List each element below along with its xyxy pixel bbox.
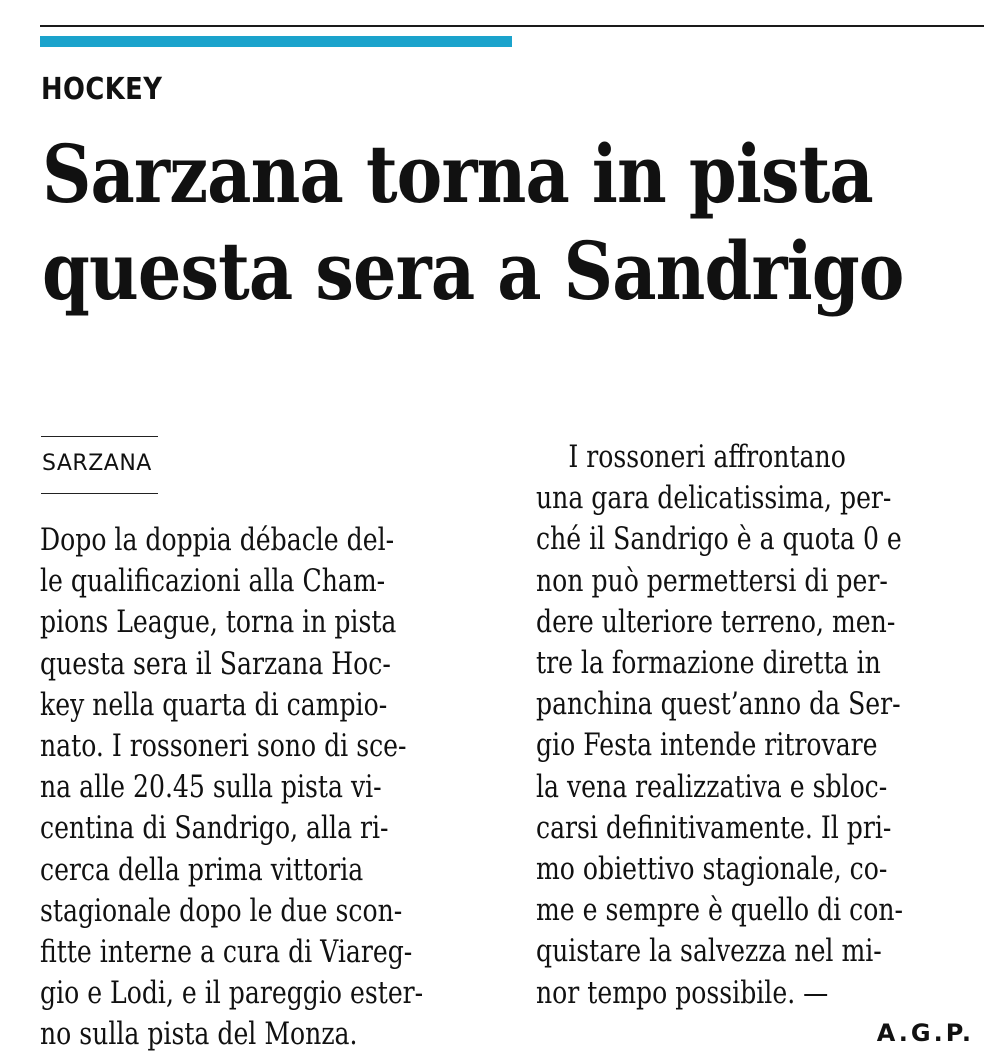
body-line: nato. I rossoneri sono di sce-: [40, 728, 407, 765]
body-line: panchina quest’anno da Ser-: [536, 686, 901, 723]
body-line: non può permettersi di per-: [536, 562, 888, 599]
headline: [42, 126, 1002, 320]
body-line: quistare la salvezza nel mi-: [536, 933, 882, 970]
body-line: Dopo la doppia débacle del-: [40, 522, 395, 558]
body-line: ché il Sandrigo è a quota 0 e: [536, 521, 902, 558]
top-rule: [40, 25, 984, 27]
body-line: stagionale dopo le due scon-: [40, 892, 403, 929]
body-line: carsi definitivamente. Il pri-: [536, 809, 892, 846]
body-line: le qualificazioni alla Cham-: [40, 563, 386, 600]
body-line: gio Festa intende ritrovare: [536, 727, 878, 764]
headline-line: Sarzana torna in pista: [42, 127, 873, 221]
body-line: gio e Lodi, e il pareggio ester-: [40, 975, 424, 1012]
body-line: centina di Sandrigo, alla ri-: [40, 810, 389, 847]
body-line: dere ulteriore terreno, men-: [536, 603, 896, 640]
body-line: una gara delicatissima, per-: [536, 480, 892, 517]
body-line: nor tempo possibile. —: [536, 974, 829, 1011]
body-line: tre la formazione diretta in: [536, 645, 881, 682]
author-signature: A.G.P.: [876, 1019, 974, 1047]
headline-line: questa sera a Sandrigo: [42, 224, 904, 318]
article-column-left: [40, 520, 485, 1056]
body-line: na alle 20.45 sulla pista vi-: [40, 769, 382, 806]
body-line: fitte interne a cura di Viareg-: [40, 934, 413, 971]
body-line: mo obiettivo stagionale, co-: [536, 851, 888, 888]
body-line: la vena realizzativa e sbloc-: [536, 768, 888, 805]
dateline-box: [41, 436, 158, 494]
body-line: key nella quarta di campio-: [40, 686, 388, 723]
section-label: HOCKEY: [41, 72, 163, 107]
body-line: cerca della prima vittoria: [40, 851, 364, 888]
body-line: questa sera il Sarzana Hoc-: [40, 645, 391, 682]
body-line: pions League, torna in pista: [40, 604, 397, 641]
body-line: no sulla pista del Monza.: [40, 1016, 358, 1053]
dateline: SARZANA: [42, 451, 152, 476]
body-line: I rossoneri affrontano: [568, 439, 846, 475]
accent-bar: [40, 36, 512, 47]
article-column-right: [536, 437, 981, 1014]
body-line: me e sempre è quello di con-: [536, 892, 904, 929]
